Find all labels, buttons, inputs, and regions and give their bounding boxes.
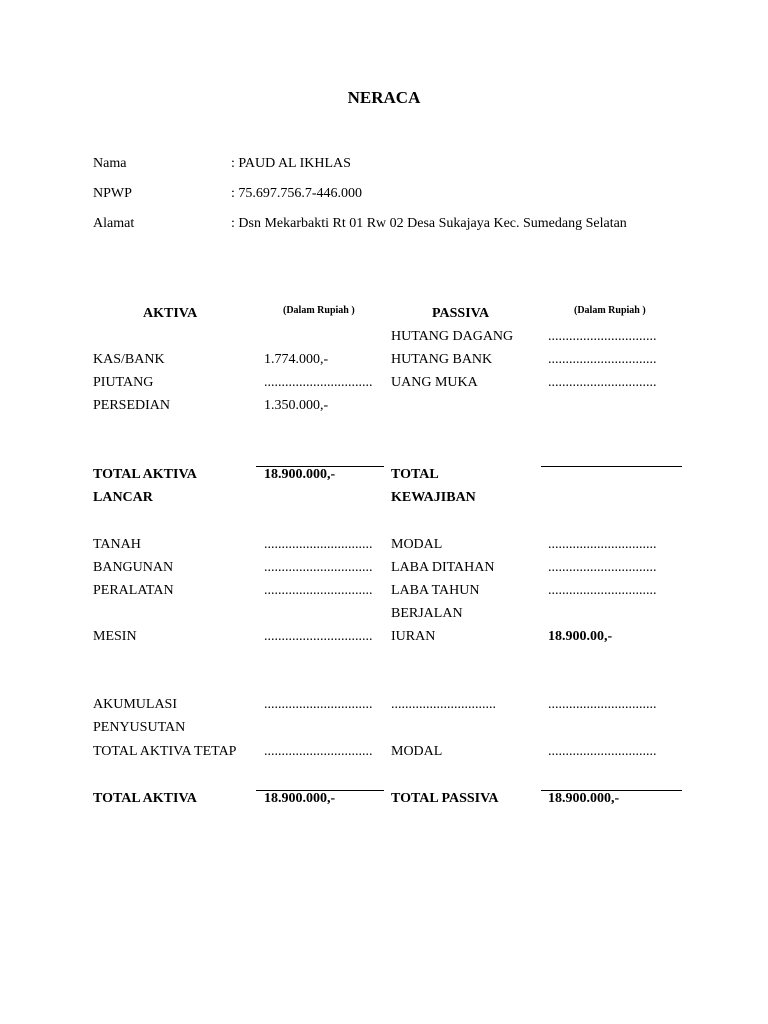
tanah-label: TANAH xyxy=(93,537,141,552)
npwp-value: : 75.697.756.7-446.000 xyxy=(231,186,363,201)
tanah-value: ............................... xyxy=(264,537,373,552)
kas-bank-value: 1.774.000,- xyxy=(264,352,329,367)
peralatan-label: PERALATAN xyxy=(93,583,174,598)
bangunan-value: ............................... xyxy=(264,560,373,575)
total-lancar-label-1: TOTAL AKTIVA xyxy=(93,467,197,482)
total-lancar-value: 18.900.000,- xyxy=(264,467,336,482)
passiva-blank-value: ............................... xyxy=(548,697,657,712)
total-passiva-label: TOTAL PASSIVA xyxy=(391,791,499,806)
total-tetap-value: ............................... xyxy=(264,744,373,759)
akumulasi-label-2: PENYUSUTAN xyxy=(93,720,186,735)
total-kewajiban-rule xyxy=(541,466,682,467)
iuran-value: 18.900.00,- xyxy=(548,629,613,644)
passiva-blank-label: .............................. xyxy=(391,697,496,712)
alamat-label: Alamat xyxy=(93,216,135,231)
total-tetap-label: TOTAL AKTIVA TETAP xyxy=(93,744,237,759)
total-aktiva-label: TOTAL AKTIVA xyxy=(93,791,197,806)
uang-muka-label: UANG MUKA xyxy=(391,375,478,390)
aktiva-unit: (Dalam Rupiah ) xyxy=(283,305,355,316)
hutang-dagang-label: HUTANG DAGANG xyxy=(391,329,514,344)
persediaan-value: 1.350.000,- xyxy=(264,398,329,413)
page-title: NERACA xyxy=(347,88,421,107)
mesin-label: MESIN xyxy=(93,629,137,644)
passiva-unit: (Dalam Rupiah ) xyxy=(574,305,646,316)
bangunan-label: BANGUNAN xyxy=(93,560,174,575)
total-lancar-label-2: LANCAR xyxy=(93,490,153,505)
npwp-label: NPWP xyxy=(93,186,132,201)
laba-tahun-value: ............................... xyxy=(548,583,657,598)
laba-ditahan-value: ............................... xyxy=(548,560,657,575)
laba-ditahan-label: LABA DITAHAN xyxy=(391,560,495,575)
iuran-label: IURAN xyxy=(391,629,436,644)
modal-value: ............................... xyxy=(548,537,657,552)
kas-bank-label: KAS/BANK xyxy=(93,352,165,367)
nama-value: : PAUD AL IKHLAS xyxy=(231,156,351,171)
nama-label: Nama xyxy=(93,156,127,171)
akumulasi-value: ............................... xyxy=(264,697,373,712)
modal-2-value: ............................... xyxy=(548,744,657,759)
total-passiva-value: 18.900.000,- xyxy=(548,791,620,806)
hutang-dagang-value: ............................... xyxy=(548,329,657,344)
total-kewajiban-label-1: TOTAL xyxy=(391,467,439,482)
passiva-header: PASSIVA xyxy=(432,306,490,321)
total-kewajiban-label-2: KEWAJIBAN xyxy=(391,490,476,505)
laba-tahun-label-2: BERJALAN xyxy=(391,606,463,621)
aktiva-header: AKTIVA xyxy=(143,306,198,321)
mesin-value: ............................... xyxy=(264,629,373,644)
hutang-bank-value: ............................... xyxy=(548,352,657,367)
total-aktiva-value: 18.900.000,- xyxy=(264,791,336,806)
piutang-value: ............................... xyxy=(264,375,373,390)
persediaan-label: PERSEDIAN xyxy=(93,398,171,413)
akumulasi-label-1: AKUMULASI xyxy=(93,697,177,712)
uang-muka-value: ............................... xyxy=(548,375,657,390)
hutang-bank-label: HUTANG BANK xyxy=(391,352,493,367)
modal-label: MODAL xyxy=(391,537,443,552)
peralatan-value: ............................... xyxy=(264,583,373,598)
alamat-value: : Dsn Mekarbakti Rt 01 Rw 02 Desa Sukajaya Kec. Sumedang Selatan xyxy=(231,216,627,231)
modal-2-label: MODAL xyxy=(391,744,443,759)
piutang-label: PIUTANG xyxy=(93,375,154,390)
laba-tahun-label-1: LABA TAHUN xyxy=(391,583,480,598)
